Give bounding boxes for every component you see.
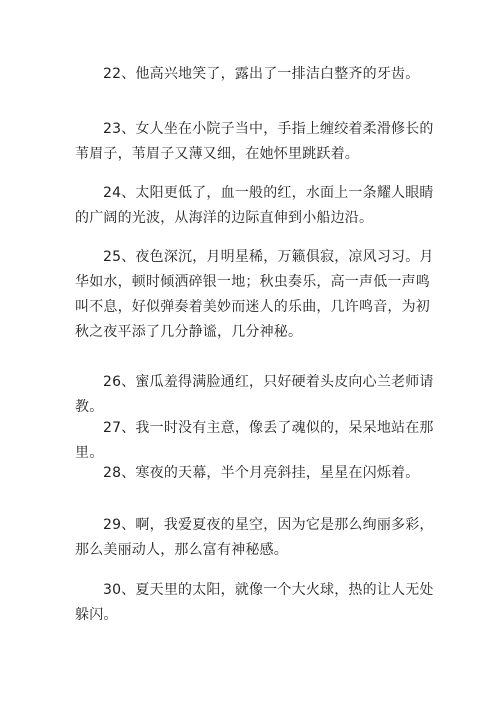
- paragraph-27: 27、我一时没有主意，像丢了魂似的，呆呆地站在那里。: [75, 420, 434, 461]
- paragraph-30: 30、夏天里的太阳，就像一个大火球，热的让人无处躲闪。: [75, 582, 434, 623]
- paragraph-25: 25、夜色深沉，月明星稀，万籁俱寂，凉风习习。月华如水，顿时倾洒碎银一地；秋虫奏乐，高一声低一声鸣叫不息，好似弹奏着美妙而迷人的乐曲，几许鸣音，为初秋之夜平添了几分静谧，几分神秘。: [75, 249, 434, 340]
- paragraph-29: 29、啊，我爱夏夜的星空，因为它是那么绚丽多彩，那么美丽动人，那么富有神秘感。: [75, 517, 434, 558]
- paragraph-22: 22、他高兴地笑了，露出了一排洁白整齐的牙齿。: [103, 66, 420, 82]
- paragraph-23: 23、女人坐在小院子当中，手指上缠绞着柔滑修长的苇眉子，苇眉子又薄又细，在她怀里跳跃着。: [75, 121, 434, 162]
- paragraph-24: 24、太阳更低了，血一般的红，水面上一条耀人眼睛的广阔的光波，从海洋的边际直伸到小船边沿。: [75, 185, 434, 226]
- paragraph-28: 28、寒夜的天幕，半个月亮斜挂，星星在闪烁着。: [103, 465, 420, 481]
- paragraph-26: 26、蜜瓜羞得满脸通红，只好硬着头皮向心兰老师请教。: [75, 374, 434, 415]
